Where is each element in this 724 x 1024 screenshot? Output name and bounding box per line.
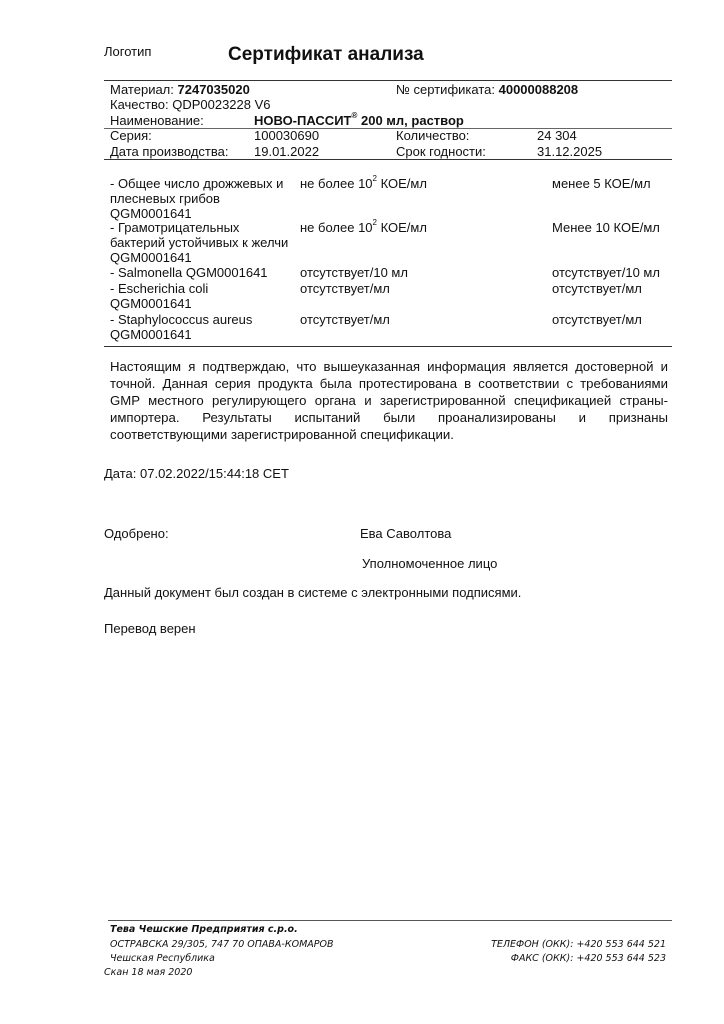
expiry-label: Срок годности: <box>396 144 486 159</box>
quantity-label: Количество: <box>396 128 470 143</box>
series-value: 100030690 <box>254 128 320 143</box>
test-result: менее 5 КОЕ/мл <box>552 176 651 191</box>
production-date-label: Дата производства: <box>110 144 229 159</box>
footer-address: ОСТРАВСКА 29/305, 747 70 ОПАВА-КОМАРОВ <box>110 939 334 950</box>
quantity-value: 24 304 <box>537 128 577 143</box>
approver-role: Уполномоченное лицо <box>362 556 498 571</box>
quality-row <box>110 97 271 112</box>
approver-name: Ева Саволтова <box>360 526 452 541</box>
production-date-value: 19.01.2022 <box>254 144 320 159</box>
quality-label: Качество: <box>110 97 169 112</box>
certificate-value: 40000088208 <box>498 82 579 97</box>
divider-name <box>104 128 672 129</box>
test-requirement: не более $10^2$ КОЕ/мл <box>300 218 427 235</box>
document-title: Сертификат анализа <box>228 44 424 65</box>
test-result: отсутствует/мл <box>552 281 642 296</box>
certificate-number <box>396 82 578 97</box>
test-name: - Грамотрицательных бактерий устойчивых к желчи QGM0001641 <box>110 220 289 265</box>
test-requirement: отсутствует/мл <box>300 281 390 296</box>
divider-top <box>104 80 672 81</box>
material-row <box>110 82 250 97</box>
test-name: - Staphylococcus aureus QGM0001641 <box>110 312 253 342</box>
approved-label: Одобрено: <box>104 526 169 541</box>
confirmation-paragraph: Настоящим я подтверждаю, что вышеуказанная информация является достоверной и точной. Данная серия продукта была протестирована в соответствии с требованиями GMP местного регулирующего органа и зарегистрированной спецификацией страны-импортера. Результаты испытаний были проанализированы и признаны соответствующими зарегистрированной спецификации. <box>110 359 668 442</box>
test-name: - Общее число дрожжевых и плесневых грибов QGM0001641 <box>110 176 284 221</box>
divider-tests-bottom <box>104 346 672 347</box>
expiry-value: 31.12.2025 <box>537 144 603 159</box>
footer-country: Чешская Республика <box>110 953 215 964</box>
test-name: - Escherichia coli QGM0001641 <box>110 281 209 311</box>
test-name: - Salmonella QGM0001641 <box>110 265 268 280</box>
test-requirement: не более $10^2$ КОЕ/мл <box>300 174 427 191</box>
logo-placeholder: Логотип <box>104 44 152 59</box>
certificate-label: № сертификата: <box>396 82 495 97</box>
test-result: отсутствует/10 мл <box>552 265 660 280</box>
footer-scan-note: Скан 18 мая 2020 <box>104 967 193 978</box>
footer-fax: ФАКС (ОКК): +420 553 644 523 <box>510 953 666 964</box>
translation-note: Перевод верен <box>104 621 196 636</box>
document-date: Дата: 07.02.2022/15:44:18 CET <box>104 466 289 481</box>
test-requirement: отсутствует/мл <box>300 312 390 327</box>
esign-note: Данный документ был создан в системе с электронными подписями. <box>104 585 522 600</box>
material-label: Материал: <box>110 82 174 97</box>
footer-phone: ТЕЛЕФОН (ОКК): +420 553 644 521 <box>491 939 666 950</box>
test-requirement: отсутствует/10 мл <box>300 265 408 280</box>
material-value: 7247035020 <box>177 82 250 97</box>
test-result: Менее 10 КОЕ/мл <box>552 220 660 235</box>
quality-value: QDP0023228 V6 <box>172 97 271 112</box>
footer-company: Тева Чешские Предприятия с.р.о. <box>110 924 298 935</box>
product-name-value: НОВО-ПАССИТ® 200 мл, раствор <box>254 111 464 128</box>
product-name-label: Наименование: <box>110 113 204 128</box>
divider-info-bottom <box>104 159 672 160</box>
footer-divider <box>108 920 672 921</box>
series-label: Серия: <box>110 128 152 143</box>
test-result: отсутствует/мл <box>552 312 642 327</box>
